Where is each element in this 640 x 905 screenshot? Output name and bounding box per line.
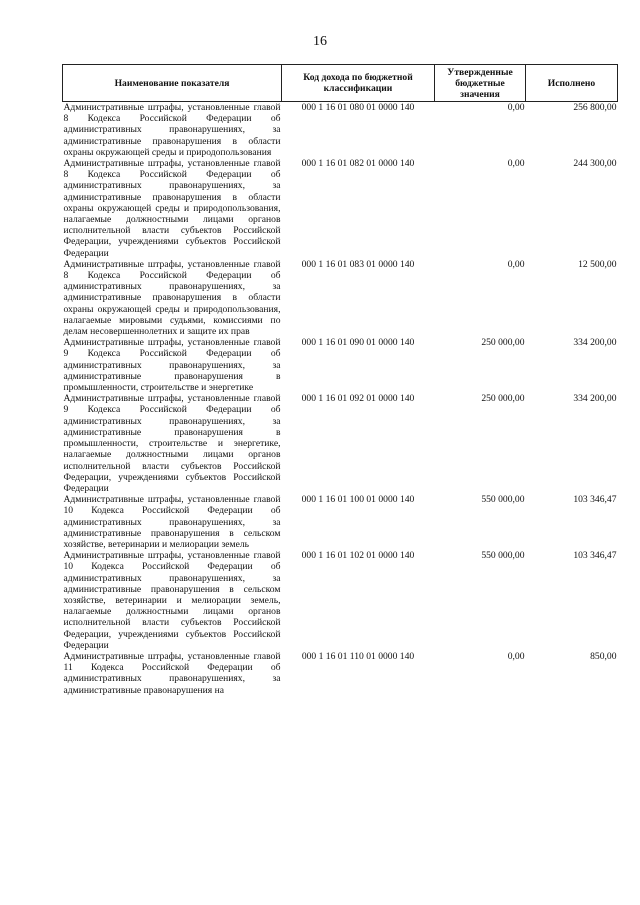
table-header-row — [63, 65, 618, 102]
row-executed-value: 334 200,00 — [573, 337, 617, 349]
table-row — [63, 337, 618, 393]
table-row — [63, 259, 618, 337]
row-executed-value: 103 346,47 — [573, 494, 617, 506]
row-income-code: 000 1 16 01 102 01 0000 140 — [301, 550, 415, 562]
budget-execution-table — [62, 64, 618, 696]
row-approved-value: 250 000,00 — [481, 393, 525, 405]
row-approved-value: 0,00 — [507, 158, 525, 170]
row-executed-value: 12 500,00 — [578, 258, 617, 270]
row-indicator-name: Административные штрафы, установленные главой 11 Кодекса Российской Федерации об административных правонарушениях, за административные правонарушения на — [63, 650, 281, 696]
row-executed-value: 256 800,00 — [573, 102, 617, 113]
row-approved-value: 0,00 — [507, 650, 525, 662]
row-income-code: 000 1 16 01 092 01 0000 140 — [301, 393, 415, 405]
row-income-code: 000 1 16 01 090 01 0000 140 — [301, 337, 415, 349]
row-indicator-name: Административные штрафы, установленные главой 8 Кодекса Российской Федерации об административных правонарушениях, за административные правонарушения в области охраны окружающей среды и природопользования — [63, 102, 281, 158]
table-row — [63, 158, 618, 259]
row-indicator-name: Административные штрафы, установленные главой 9 Кодекса Российской Федерации об административных правонарушениях, за административные правонарушения в промышленности, строительстве и энергетике — [63, 337, 281, 394]
row-indicator-name: Административные штрафы, установленные главой 10 Кодекса Российской Федерации об административных правонарушениях, за административные правонарушения в сельском хозяйстве, ветеринарии и мелиорации земель, налагаемые должностными лицами органов исполнительной власти субъектов Российской Федерации, учреждениями субъектов Российской Федерации — [63, 550, 281, 651]
row-indicator-name: Административные штрафы, установленные главой 8 Кодекса Российской Федерации об административных правонарушениях, за административные правонарушения в области охраны окружающей среды и природопользования, налагаемые мировыми судьями, комиссиями по делам несовершеннолетних и защите их прав — [63, 258, 281, 338]
row-executed-value: 103 346,47 — [573, 550, 617, 562]
header-approved-values: Утвержденные бюджетные значения — [435, 65, 526, 102]
header-indicator-name: Наименование показателя — [63, 65, 282, 102]
header-income-code: Код дохода по бюджетной классификации — [282, 65, 435, 102]
row-approved-value: 0,00 — [507, 102, 525, 113]
page-number: 16 — [313, 34, 327, 49]
row-approved-value: 550 000,00 — [481, 550, 525, 562]
row-executed-value: 334 200,00 — [573, 393, 617, 405]
row-indicator-name: Административные штрафы, установленные главой 10 Кодекса Российской Федерации об административных правонарушениях, за административные правонарушения в сельском хозяйстве, ветеринарии и мелиорации земель — [63, 494, 281, 550]
table-row — [63, 102, 618, 159]
table-row — [63, 550, 618, 651]
row-income-code: 000 1 16 01 100 01 0000 140 — [301, 494, 415, 506]
row-executed-value: 850,00 — [590, 650, 617, 662]
table-row — [63, 494, 618, 550]
row-income-code: 000 1 16 01 082 01 0000 140 — [301, 158, 415, 170]
row-income-code: 000 1 16 01 080 01 0000 140 — [301, 102, 415, 113]
row-indicator-name: Административные штрафы, установленные главой 8 Кодекса Российской Федерации об административных правонарушениях, за административные правонарушения в области охраны окружающей среды и природопользования, налагаемые должностными лицами органов исполнительной власти субъектов Российской Федерации, учреждениями субъектов Российской Федерации — [63, 158, 281, 259]
table-row — [63, 651, 618, 696]
table-row — [63, 393, 618, 494]
row-executed-value: 244 300,00 — [573, 158, 617, 170]
row-approved-value: 550 000,00 — [481, 494, 525, 506]
row-approved-value: 250 000,00 — [481, 337, 525, 349]
row-income-code: 000 1 16 01 083 01 0000 140 — [301, 258, 415, 270]
row-income-code: 000 1 16 01 110 01 0000 140 — [301, 650, 415, 662]
row-indicator-name: Административные штрафы, установленные главой 9 Кодекса Российской Федерации об административных правонарушениях, за административные правонарушения в промышленности, строительстве и энергетике, налагаемые должностными лицами органов исполнительной власти субъектов Российской Федерации, учреждениями субъектов Российской Федерации — [63, 393, 281, 494]
header-executed: Исполнено — [526, 65, 618, 102]
row-approved-value: 0,00 — [507, 258, 525, 270]
